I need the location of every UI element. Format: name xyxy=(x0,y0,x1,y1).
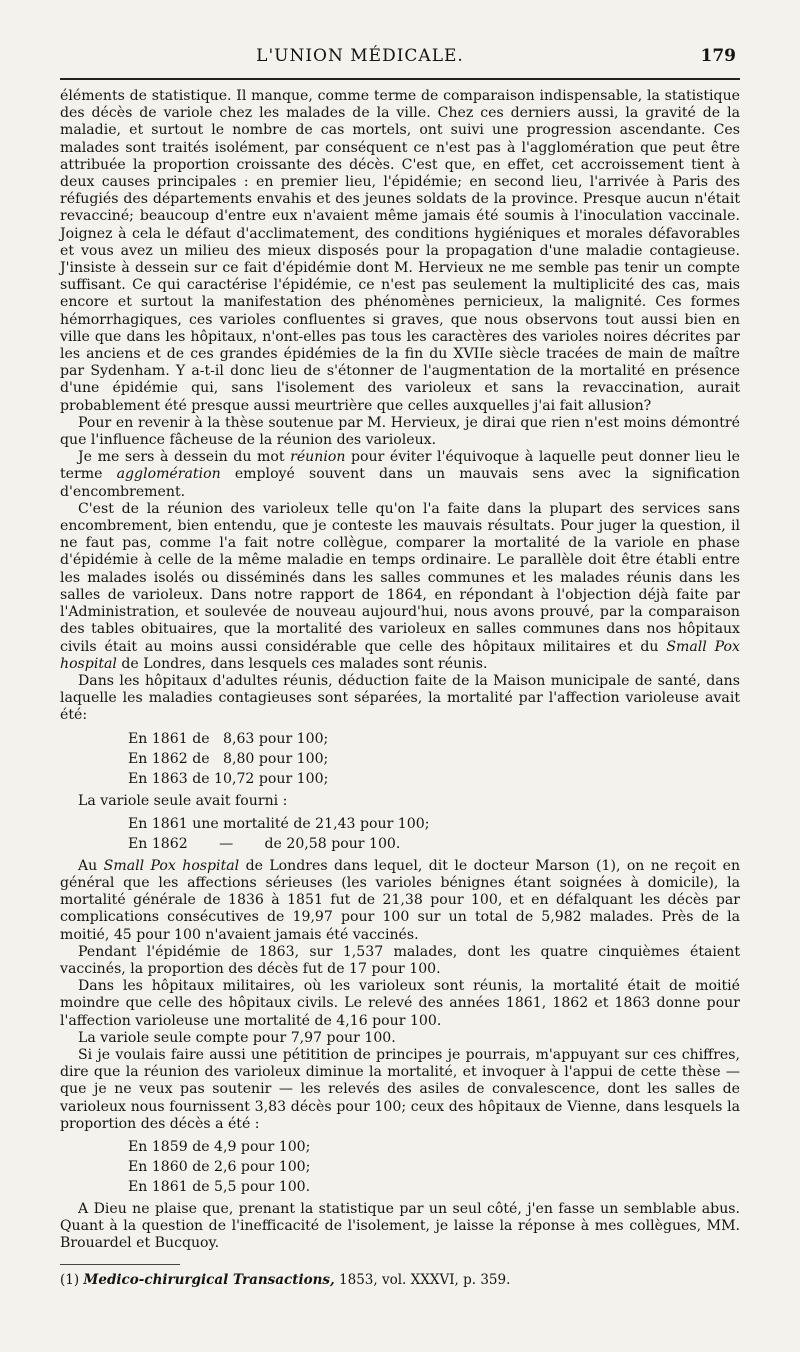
footnote-rest: 1853, vol. XXXVI, p. 359. xyxy=(339,1272,511,1288)
stats-civil-hospitals xyxy=(128,729,740,789)
footnote-rule xyxy=(60,1264,180,1265)
paragraph-3-text: pour éviter l'équivoque à laquelle peut donner lieu le terme xyxy=(60,449,741,483)
footnote xyxy=(60,1272,740,1288)
term-agglomeration: agglomération xyxy=(116,466,221,483)
paragraph-6: La variole seule avait fourni : xyxy=(78,792,288,809)
header-rule xyxy=(60,78,740,80)
stat-line: En 1859 de 4,9 pour 100; xyxy=(128,1138,311,1155)
footnote-marker: (1) xyxy=(60,1272,80,1288)
paragraph-4-text: C'est de la réunion des varioleux telle qu'on l'a faite dans la plupart des services sans encombrement, bien entendu, que je conteste les mauvais résultats. Pour juger la question, il ne faut pas, comme l'a fait notre collègue, comparer la mortalité de la variole en phase d'épidémie à celle de la même maladie en temps ordinaire. Le parallèle doit être établi entre les malades isolés ou disséminés dans les salles communes et les malades réunis dans les salles de varioleux. Dans notre rapport de 1864, en répondant à l'objection déjà faite par l'Administration, et soulevée de nouveau aujourd'hui, nous avons prouvé, par la comparaison des tables obituaires, que la mortalité des varioleux en salles communes dans nos hôpitaux civils était au moins aussi considérable que celle des hôpitaux militaires et du xyxy=(60,500,740,655)
paragraph-2: Pour en revenir à la thèse soutenue par M. Hervieux, je dirai que rien n'est moins démontré que l'influence fâcheuse de la réunion des varioleux. xyxy=(60,414,740,449)
footnote-title: Medico-chirurgical Transactions, xyxy=(83,1272,335,1288)
hospital-name: Small Pox hospital xyxy=(103,857,240,874)
term-reunion: réunion xyxy=(290,449,346,466)
paragraph-7-text: de Londres dans lequel, dit le docteur Marson (1), on ne reçoit en général que les affections sérieuses (les varioles bénignes étant soignées à domicile), la mortalité générale de 1836 à 1851 fut de 21,38 pour 100, et en défalquant les décès par complications consécutives de 19,97 pour 100 sur un total de 5,982 malades. Près de la moitié, 45 pour 100 n'avaient jamais été vaccinés. xyxy=(60,857,741,943)
page-number: 179 xyxy=(700,46,736,66)
running-title: L'UNION MÉDICALE. xyxy=(256,46,464,66)
stat-line: En 1863 de 10,72 pour 100; xyxy=(128,770,329,787)
running-header xyxy=(60,42,740,74)
stat-line: En 1862 — de 20,58 pour 100. xyxy=(128,835,401,852)
paragraph-7 xyxy=(60,858,740,944)
paragraph-3-text: employé souvent dans un mauvais sens avec la signification d'encombrement. xyxy=(60,466,740,500)
hospital-name: Small Pox hospital xyxy=(60,638,740,672)
paragraph-10: La variole seule compte pour 7,97 pour 100. xyxy=(78,1029,396,1046)
paragraph-7-prefix: Au xyxy=(78,857,98,874)
stat-line: En 1860 de 2,6 pour 100; xyxy=(128,1158,311,1175)
paragraph-4 xyxy=(60,501,740,673)
stat-line: En 1861 de 5,5 pour 100. xyxy=(128,1178,311,1195)
paragraph-9: Dans les hôpitaux militaires, où les varioleux sont réunis, la mortalité était de moitié moindre que celle des hôpitaux civils. Le relevé des années 1861, 1862 et 1863 donne pour l'affection varioleuse une mortalité de 4,16 pour 100. xyxy=(60,978,740,1029)
article-body xyxy=(60,88,740,1253)
paragraph-3-text: Je me sers à dessein du mot xyxy=(78,449,285,466)
paragraph-5: Dans les hôpitaux d'adultes réunis, déduction faite de la Maison municipale de santé, dans laquelle les maladies contagieuses sont séparées, la mortalité par l'affection varioleuse avait été: xyxy=(60,672,740,724)
stats-variole xyxy=(128,814,740,854)
stat-line: En 1861 une mortalité de 21,43 pour 100; xyxy=(128,815,430,832)
paragraph-1: éléments de statistique. Il manque, comme terme de comparaison indispensable, la statistique des décès de variole chez les malades de la ville. Chez ces derniers aussi, la gravité de la maladie, et surtout le nombre de cas mortels, ont suivi une progression ascendante. Ces malades sont traités isolément, par conséquent ce n'est pas à l'agglomération que peut être attribuée la proportion croissante des décès. C'est que, en effet, cet accroissement tient à deux causes principales : en premier lieu, l'épidémie; en second lieu, l'arrivée à Paris des réfugiés des départements envahis et des jeunes soldats de la province. Presque aucun n'était revacciné; beaucoup d'entre eux n'avaient même jamais été soumis à l'inoculation vaccinale. Joignez à cela le défaut d'acclimatement, des conditions hygiéniques et morales défavorables et vous avez un milieu des mieux disposés pour la propagation d'une maladie contagieuse. J'insiste à dessein sur ce fait d'épidémie dont M. Hervieux ne me semble pas tenir un compte suffisant. Ce qui caractérise l'épidémie, ce n'est pas seulement la multiplicité des cas, mais encore et surtout la manifestation des phénomènes pernicieux, la malignité. Ces formes hémorrhagiques, ces varioles confluentes si graves, que nous observons tout aussi bien en ville que dans les hôpitaux, n'ont-elles pas tous les caractères des varioles noires décrites par les anciens et de ces grandes épidémies de la fin du XVIIe siècle tracées de main de maître par Sydenham. Y a-t-il donc lieu de s'étonner de l'augmentation de la mortalité en présence d'une épidémie qui, sans l'isolement des varioleux et sans la revaccination, aurait probablement été presque aussi meurtrière que celles auxquelles j'ai fait allusion? xyxy=(60,88,740,414)
paragraph-8: Pendant l'épidémie de 1863, sur 1,537 malades, dont les quatre cinquièmes étaient vaccinés, la proportion des décès fut de 17 pour 100. xyxy=(60,943,740,977)
stats-vienne xyxy=(128,1137,740,1197)
stat-line: En 1862 de 8,80 pour 100; xyxy=(128,750,329,767)
paragraph-11: Si je voulais faire aussi une pétitition de principes je pourrais, m'appuyant sur ces chiffres, dire que la réunion des varioleux diminue la mortalité, et invoquer à l'appui de cette thèse — que je ne veux pas soutenir — les relevés des asiles de convalescence, dont les salles de varioleux nous fournissent 3,83 décès pour 100; ceux des hôpitaux de Vienne, dans lesquels la proportion des décès a été : xyxy=(60,1046,740,1132)
paragraph-12: A Dieu ne plaise que, prenant la statistique par un seul côté, j'en fasse un semblable abus. Quant à la question de l'inefficacité de l'isolement, je laisse la réponse à mes collègues, MM. Brouardel et Bucquoy. xyxy=(60,1200,740,1252)
paragraph-3 xyxy=(60,449,740,501)
paragraph-4-end: de Londres, dans lesquels ces malades sont réunis. xyxy=(121,655,488,672)
stat-line: En 1861 de 8,63 pour 100; xyxy=(128,730,329,747)
